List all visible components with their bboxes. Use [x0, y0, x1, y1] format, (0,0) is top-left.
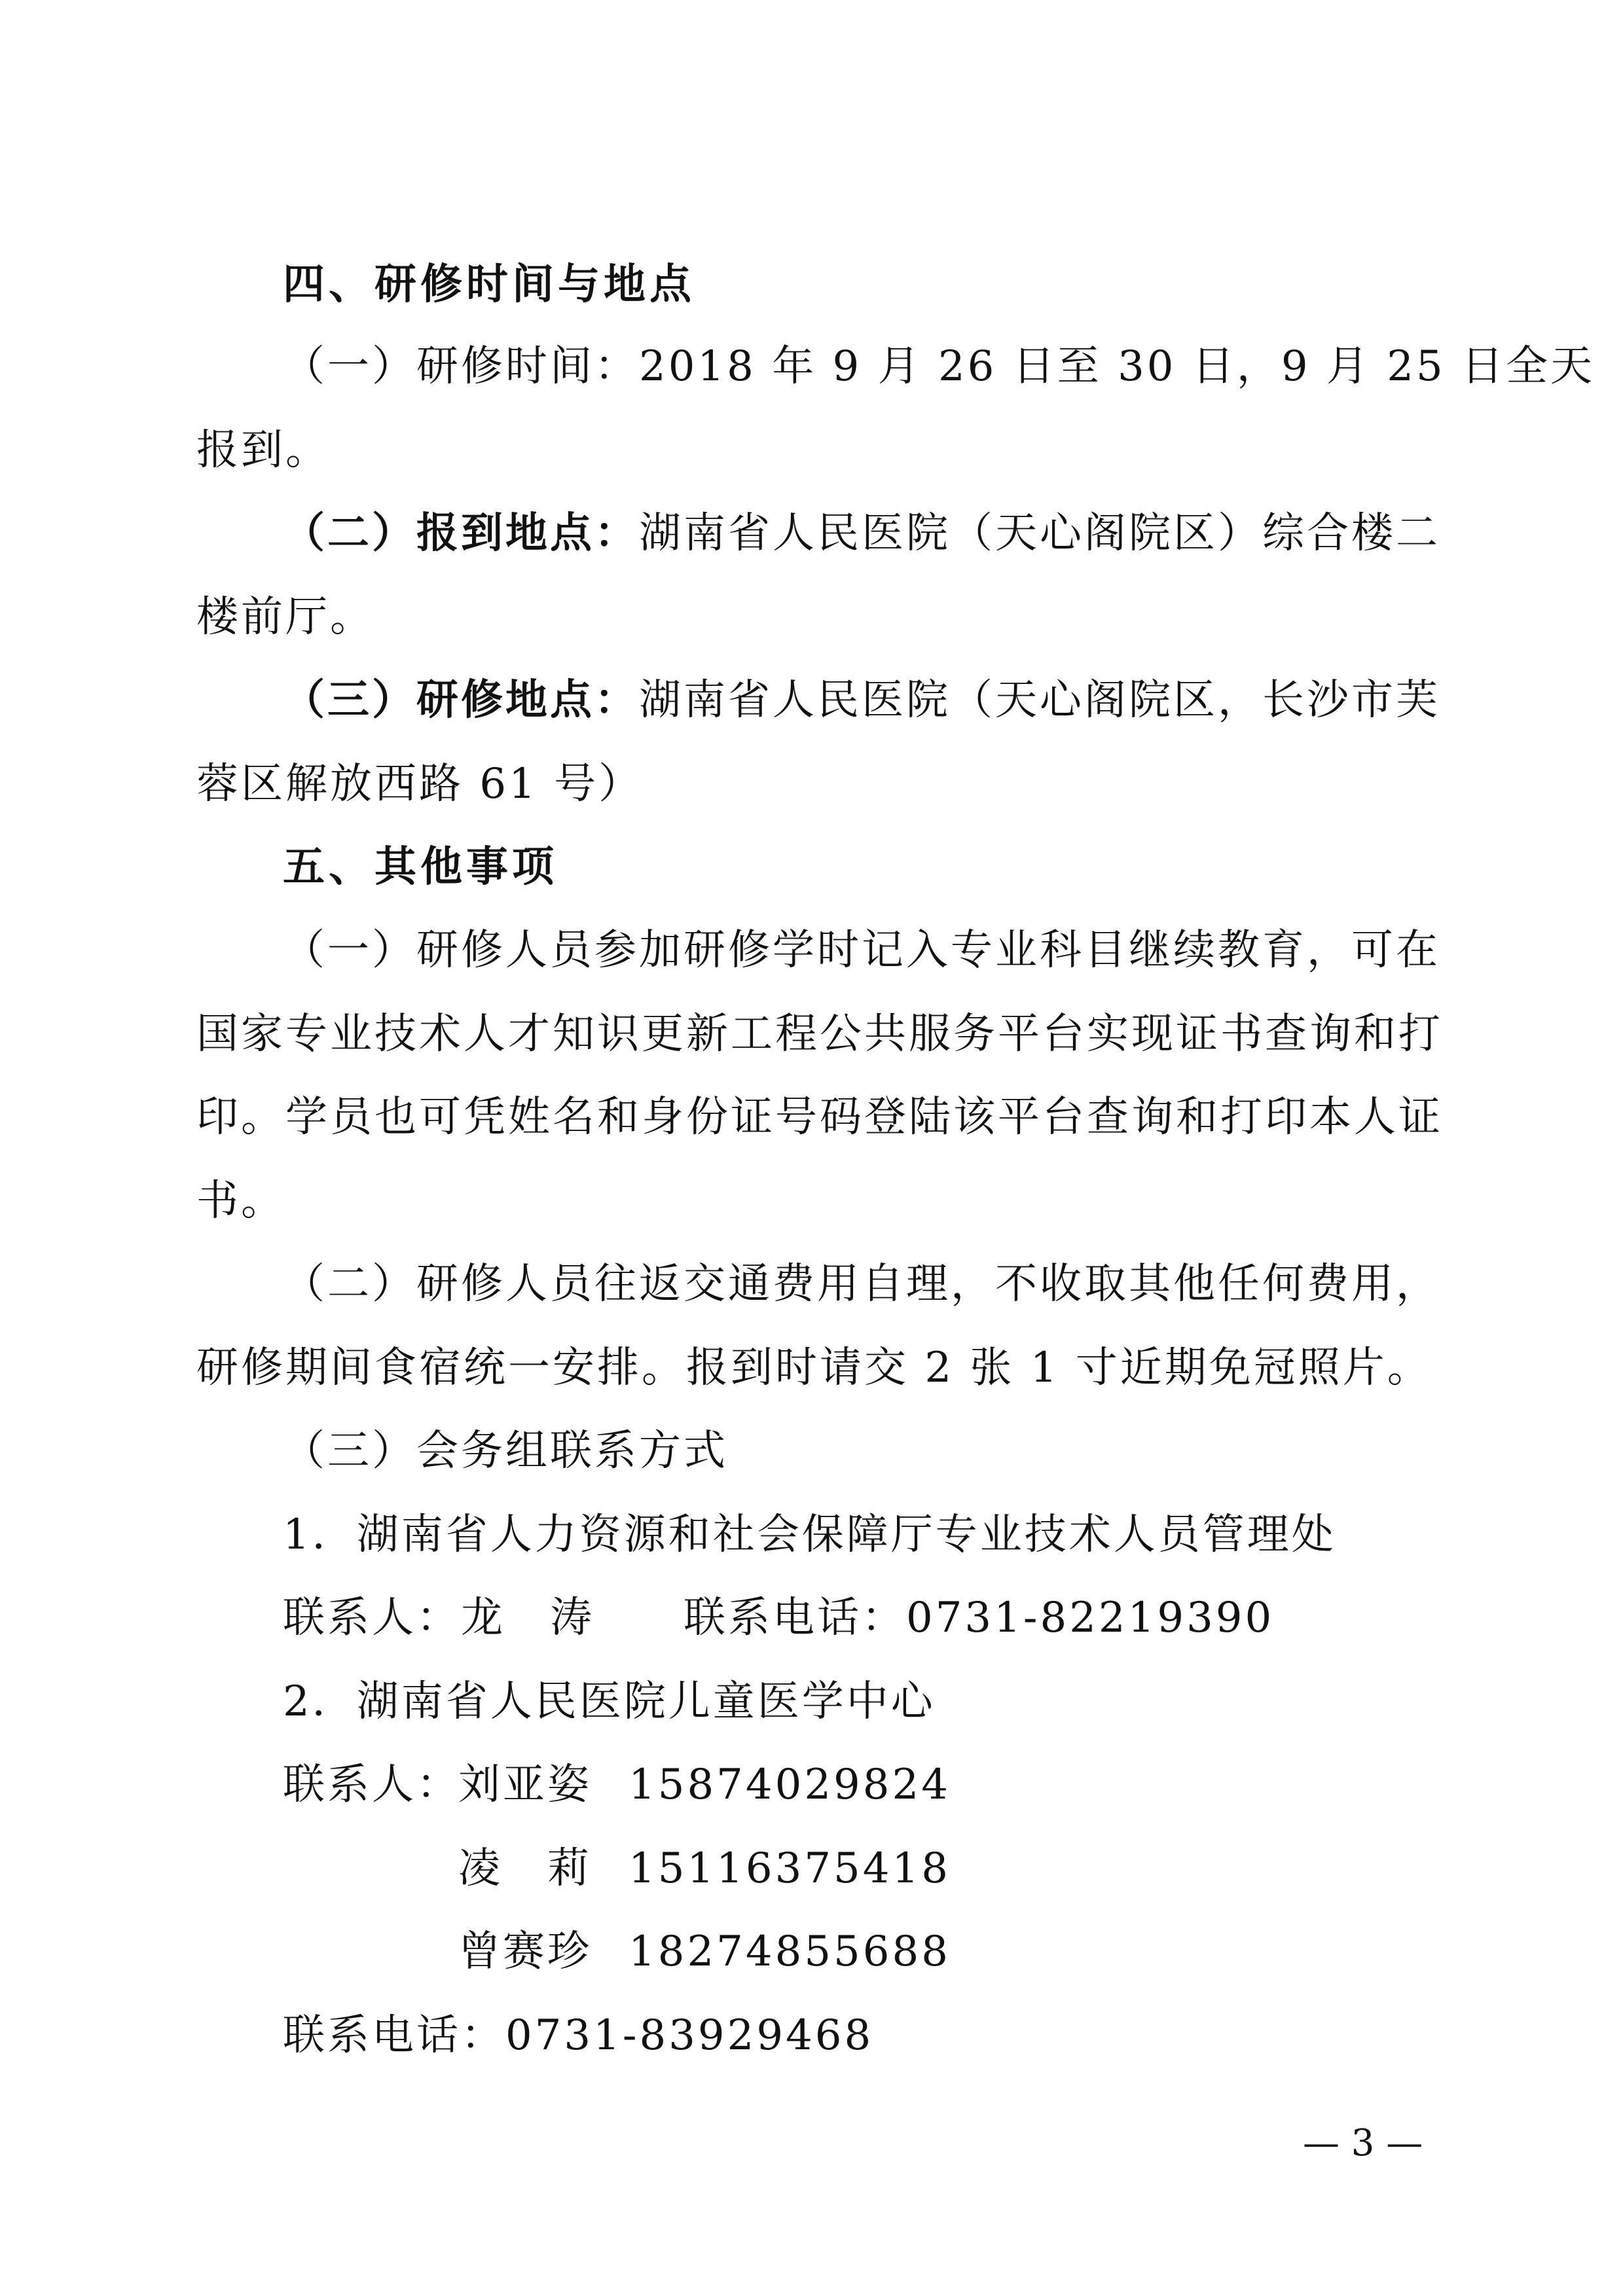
- contact-2-phone-line: 联系电话：0731-83929468: [283, 2011, 874, 2060]
- contact-2-row-1: [0, 1759, 1623, 1811]
- section-4-item-3-line-1: [283, 674, 1440, 726]
- section-4-item-1-line-1: （一）研修时间：2018 年 9 月 26 日至 30 日，9 月 25 日全天: [283, 342, 1596, 391]
- contact-person-name: 刘亚姿: [458, 1761, 592, 1809]
- section-4-item-3-line-2: 蓉区解放西路 61 号）: [196, 760, 644, 808]
- contact-2-org: 2．湖南省人民医院儿童医学中心: [283, 1677, 936, 1726]
- contact-person-phone: 15116375418: [629, 1844, 951, 1893]
- section-4-item-2-line-2: 楼前厅。: [196, 593, 374, 641]
- section-5-item-1-line-2: 国家专业技术人才知识更新工程公共服务平台实现证书查询和打: [196, 1010, 1443, 1058]
- section-4-item-2-text: 湖南省人民医院（天心阁院区）综合楼二: [639, 509, 1440, 558]
- contact-person-name: 凌 莉: [458, 1844, 592, 1893]
- contact-1-line: 联系人：龙 涛 联系电话：0731-82219390: [283, 1594, 1275, 1642]
- contact-person-phone: 18274855688: [629, 1928, 951, 1976]
- section-5-item-3-title: （三）会务组联系方式: [283, 1427, 728, 1475]
- section-5-heading: 五、其他事项: [283, 843, 558, 891]
- section-4-item-2-label: （二）报到地点：: [283, 509, 639, 558]
- section-4-heading: 四、研修时间与地点: [283, 260, 695, 309]
- contact-2-row-2: [0, 1842, 1623, 1895]
- contact-2-row-3: [0, 1926, 1623, 1978]
- contact-person-phone: 15874029824: [629, 1761, 951, 1809]
- section-4-item-1-line-2: 报到。: [196, 426, 330, 475]
- section-5-item-1-line-4: 书。: [196, 1177, 285, 1225]
- section-5-item-1-line-1: （一）研修人员参加研修学时记入专业科目继续教育，可在: [283, 926, 1440, 975]
- contact-2-label: 联系人：: [283, 1761, 461, 1809]
- section-4-item-2-line-1: [283, 507, 1440, 560]
- section-5-item-1-line-3: 印。学员也可凭姓名和身份证号码登陆该平台查询和打印本人证: [196, 1093, 1443, 1141]
- section-5-item-2-line-1: （二）研修人员往返交通费用自理，不收取其他任何费用，: [283, 1260, 1440, 1308]
- section-4-item-3-label: （三）研修地点：: [283, 676, 639, 725]
- section-4-item-3-text: 湖南省人民医院（天心阁院区，长沙市芙: [639, 676, 1440, 725]
- contact-1-org: 1．湖南省人力资源和社会保障厅专业技术人员管理处: [283, 1511, 1336, 1559]
- section-5-item-2-line-2: 研修期间食宿统一安排。报到时请交 2 张 1 寸近期免冠照片。: [196, 1344, 1432, 1392]
- page-number: — 3 —: [1303, 2122, 1423, 2164]
- contact-person-name: 曾赛珍: [458, 1928, 592, 1976]
